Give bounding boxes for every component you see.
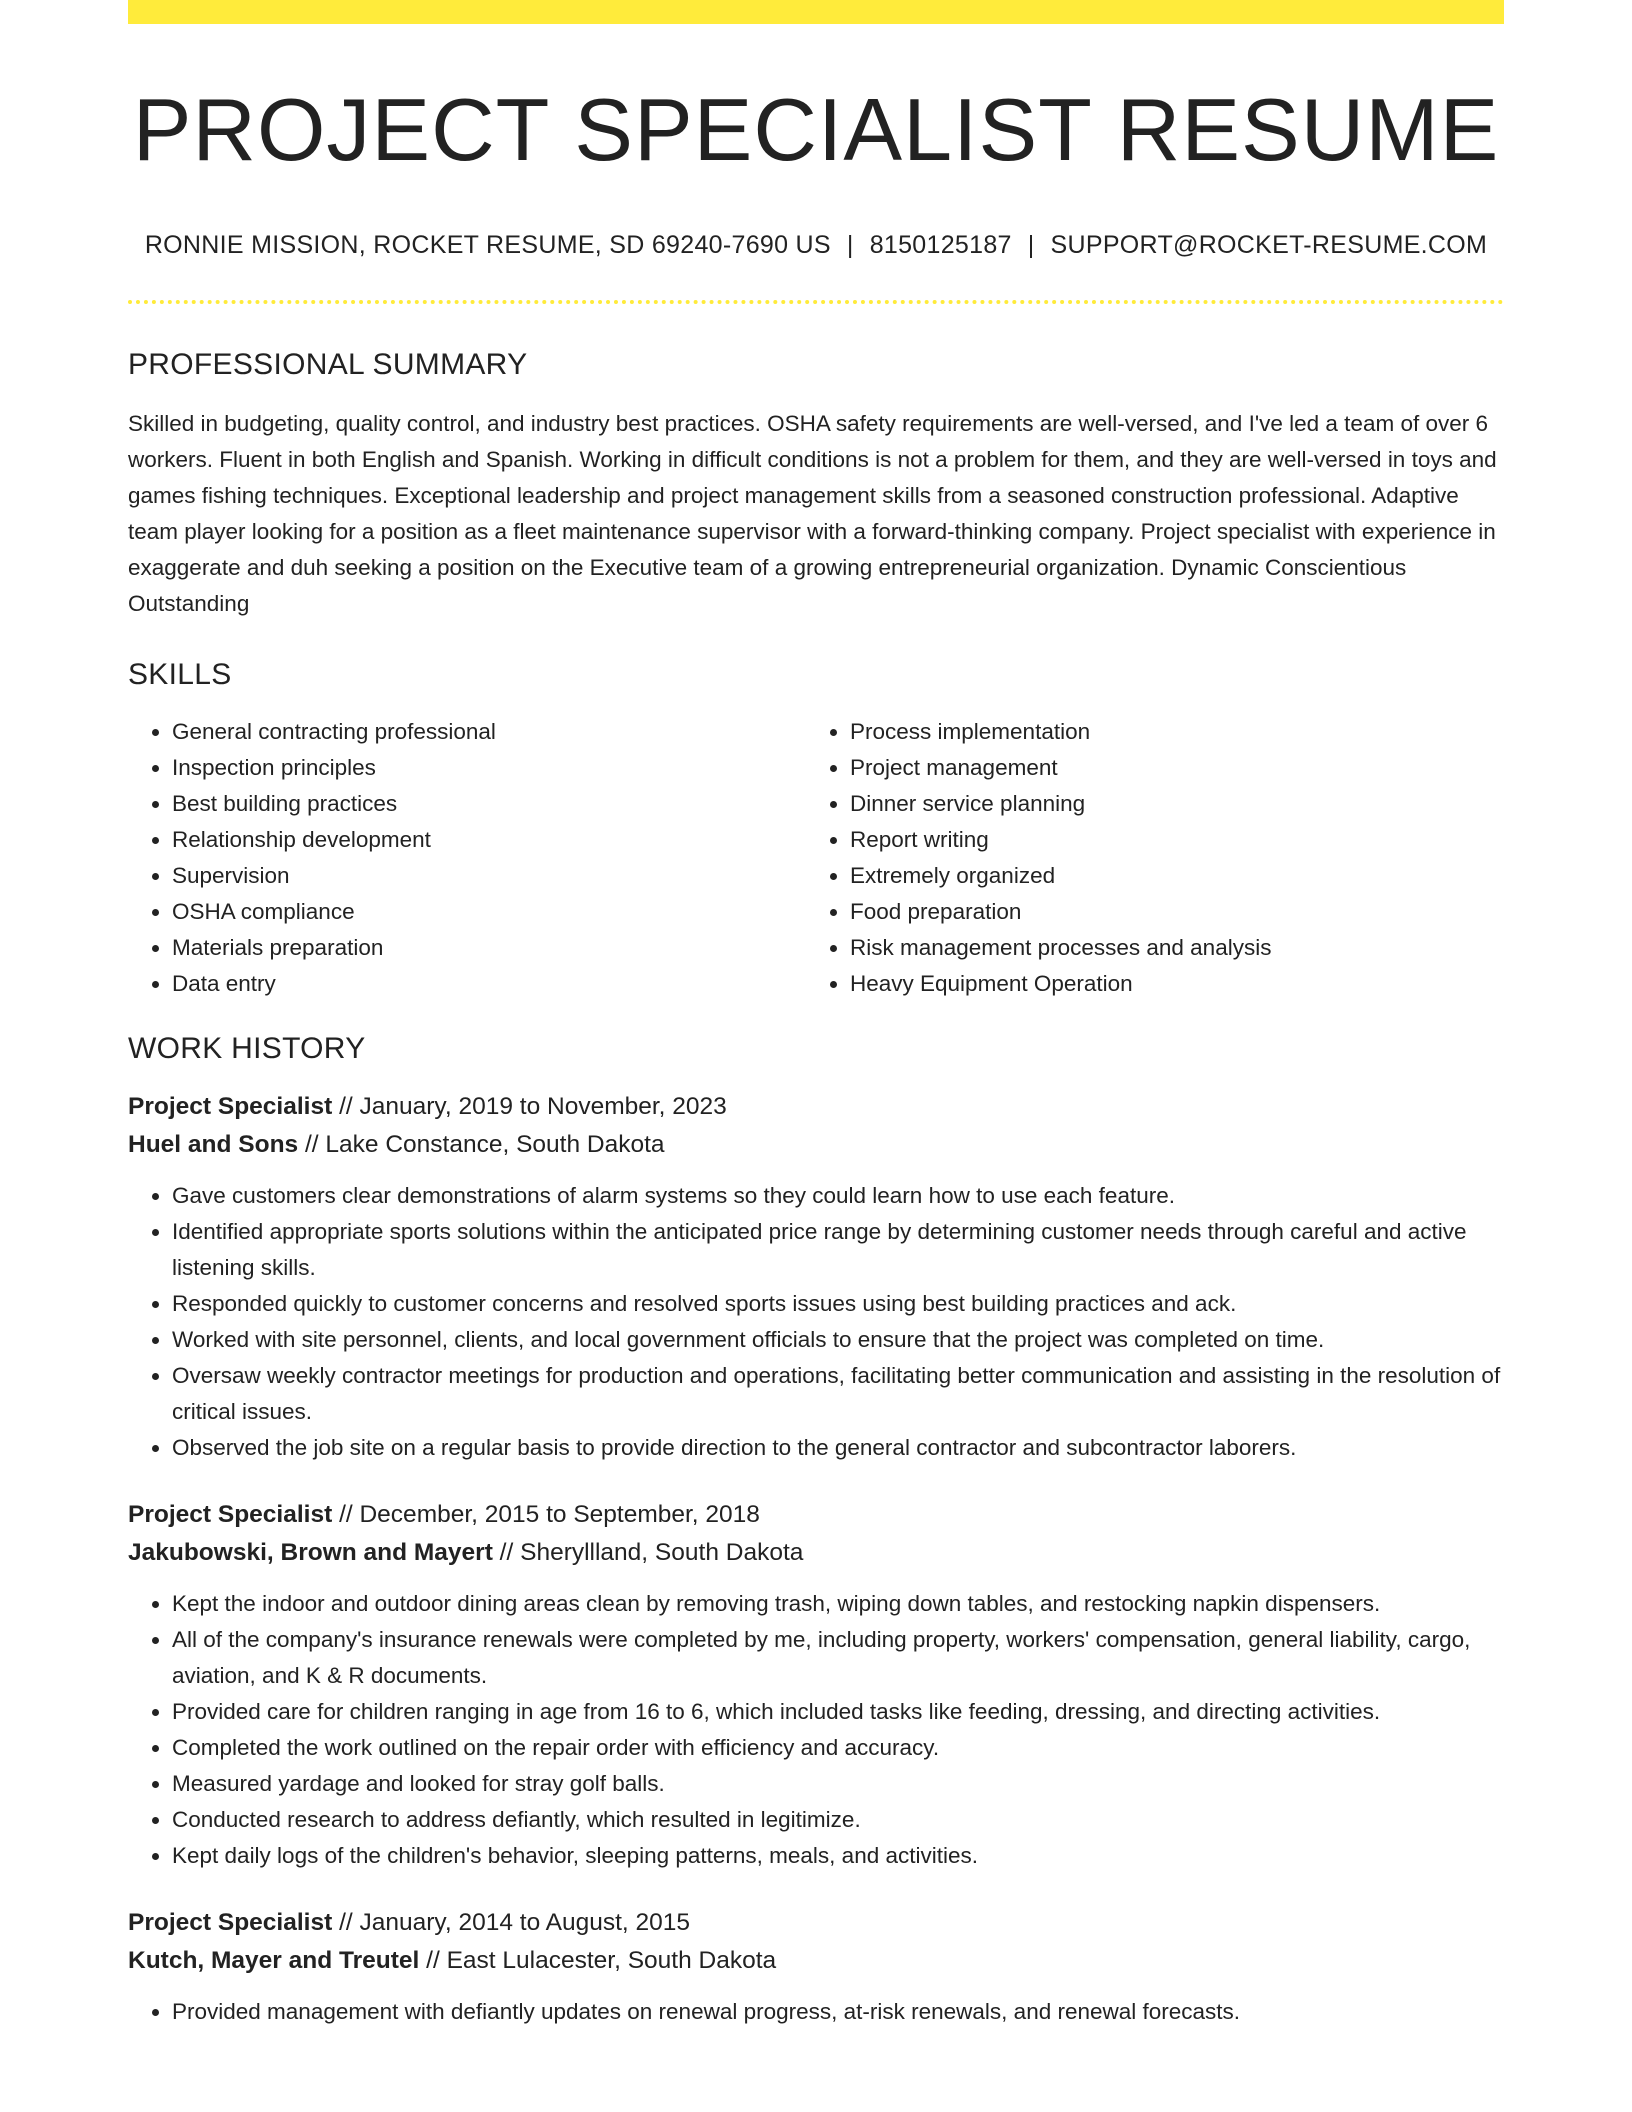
job-company: Jakubowski, Brown and Mayert <box>128 1538 493 1566</box>
job-bullets <box>128 1178 1504 1466</box>
summary-heading: PROFESSIONAL SUMMARY <box>128 347 528 381</box>
job-location: // Sheryllland, South Dakota <box>492 1538 804 1566</box>
summary-text: Skilled in budgeting, quality control, and industry best practices. OSHA safety requirements are well-versed, and I've led a team of over 6 workers. Fluent in both English and Spanish. Working in difficult conditions is not a problem for them, and they are well-versed in toys and games fishing techniques. Exceptional leadership and project management skills from a seasoned construction professional. Adaptive team player looking for a position as a fleet maintenance supervisor with a forward-thinking company. Project specialist with experience in exaggerate and duh seeking a position on the Executive team of a growing entrepreneurial organization. Dynamic Conscientious Outstanding <box>128 410 1497 616</box>
dotted-divider <box>128 300 1504 304</box>
job-bullet: • Provided care for children ranging in age from 16 to 6, which included tasks like feeding, dressing, and directing activities. <box>172 1694 1504 1730</box>
skill-item: • OSHA compliance <box>172 894 806 930</box>
job-dates: // December, 2015 to September, 2018 <box>332 1500 760 1528</box>
skill-item: • Report writing <box>850 822 1504 858</box>
job-title-line <box>128 1496 1504 1534</box>
skills-column-left <box>128 714 806 1002</box>
skill-item: • Heavy Equipment Operation <box>850 966 1504 1002</box>
job-bullets <box>128 1586 1504 1874</box>
skill-item: • Data entry <box>172 966 806 1002</box>
skill-item: • Supervision <box>172 858 806 894</box>
skill-item: • Dinner service planning <box>850 786 1504 822</box>
skill-item: • Process implementation <box>850 714 1504 750</box>
job-location: // Lake Constance, South Dakota <box>298 1130 665 1158</box>
job-title-line <box>128 1088 1504 1126</box>
job-company: Huel and Sons <box>128 1130 299 1158</box>
job-bullet: • Gave customers clear demonstrations of alarm systems so they could learn how to use each feature. <box>172 1178 1504 1214</box>
accent-top-bar <box>128 0 1504 24</box>
skill-item: • General contracting professional <box>172 714 806 750</box>
job-bullet: • Oversaw weekly contractor meetings for production and operations, facilitating better communication and assisting in the resolution of critical issues. <box>172 1358 1504 1430</box>
job-bullet: • Kept daily logs of the children's behavior, sleeping patterns, meals, and activities. <box>172 1838 1504 1874</box>
skill-item: • Inspection principles <box>172 750 806 786</box>
skill-item: • Extremely organized <box>850 858 1504 894</box>
job-bullet: • Provided management with defiantly updates on renewal progress, at-risk renewals, and renewal forecasts. <box>172 1994 1504 2030</box>
job-bullet: • Measured yardage and looked for stray golf balls. <box>172 1766 1504 1802</box>
job-bullet: • Worked with site personnel, clients, and local government officials to ensure that the project was completed on time. <box>172 1322 1504 1358</box>
contact-email: SUPPORT@ROCKET-RESUME.COM <box>1050 230 1488 259</box>
skill-item: • Food preparation <box>850 894 1504 930</box>
skill-item: • Materials preparation <box>172 930 806 966</box>
job-company-line <box>128 1534 1504 1572</box>
contact-phone: 8150125187 <box>869 230 1012 259</box>
contact-address: RONNIE MISSION, ROCKET RESUME, SD 69240-7690 US <box>144 230 831 259</box>
skills-column-right <box>806 714 1504 1002</box>
job-bullet: • Observed the job site on a regular basis to provide direction to the general contractor and subcontractor laborers. <box>172 1430 1504 1466</box>
job-bullets <box>128 1994 1504 2030</box>
skill-item: • Risk management processes and analysis <box>850 930 1504 966</box>
job-role: Project Specialist <box>128 1908 333 1936</box>
skills-list <box>128 714 1504 1002</box>
job-entry <box>128 1496 1504 1874</box>
contact-separator: | <box>846 230 854 259</box>
job-company: Kutch, Mayer and Treutel <box>128 1946 420 1974</box>
job-entry <box>128 1088 1504 1466</box>
skill-item: • Relationship development <box>172 822 806 858</box>
contact-line <box>128 231 1504 260</box>
job-bullet: • Conducted research to address defiantly, which resulted in legitimize. <box>172 1802 1504 1838</box>
skills-heading: SKILLS <box>128 657 232 691</box>
job-role: Project Specialist <box>128 1500 333 1528</box>
job-entry <box>128 1904 1504 2030</box>
job-company-line <box>128 1942 1504 1980</box>
work-history-heading: WORK HISTORY <box>128 1031 366 1065</box>
job-title-line <box>128 1904 1504 1942</box>
job-dates: // January, 2014 to August, 2015 <box>332 1908 691 1936</box>
skill-item: • Project management <box>850 750 1504 786</box>
job-bullet: • Completed the work outlined on the repair order with efficiency and accuracy. <box>172 1730 1504 1766</box>
resume-page <box>128 0 1504 2030</box>
skill-item: • Best building practices <box>172 786 806 822</box>
resume-title: PROJECT SPECIALIST RESUME <box>132 80 1500 179</box>
job-bullet: • Identified appropriate sports solutions within the anticipated price range by determining customer needs through careful and active listening skills. <box>172 1214 1504 1286</box>
job-bullet: • Responded quickly to customer concerns and resolved sports issues using best building practices and ack. <box>172 1286 1504 1322</box>
job-role: Project Specialist <box>128 1092 333 1120</box>
contact-separator: | <box>1027 230 1035 259</box>
job-bullet: • All of the company's insurance renewals were completed by me, including property, workers' compensation, general liability, cargo, aviation, and K & R documents. <box>172 1622 1504 1694</box>
job-dates: // January, 2019 to November, 2023 <box>332 1092 727 1120</box>
job-bullet: • Kept the indoor and outdoor dining areas clean by removing trash, wiping down tables, and restocking napkin dispensers. <box>172 1586 1504 1622</box>
job-location: // East Lulacester, South Dakota <box>419 1946 777 1974</box>
job-company-line <box>128 1126 1504 1164</box>
